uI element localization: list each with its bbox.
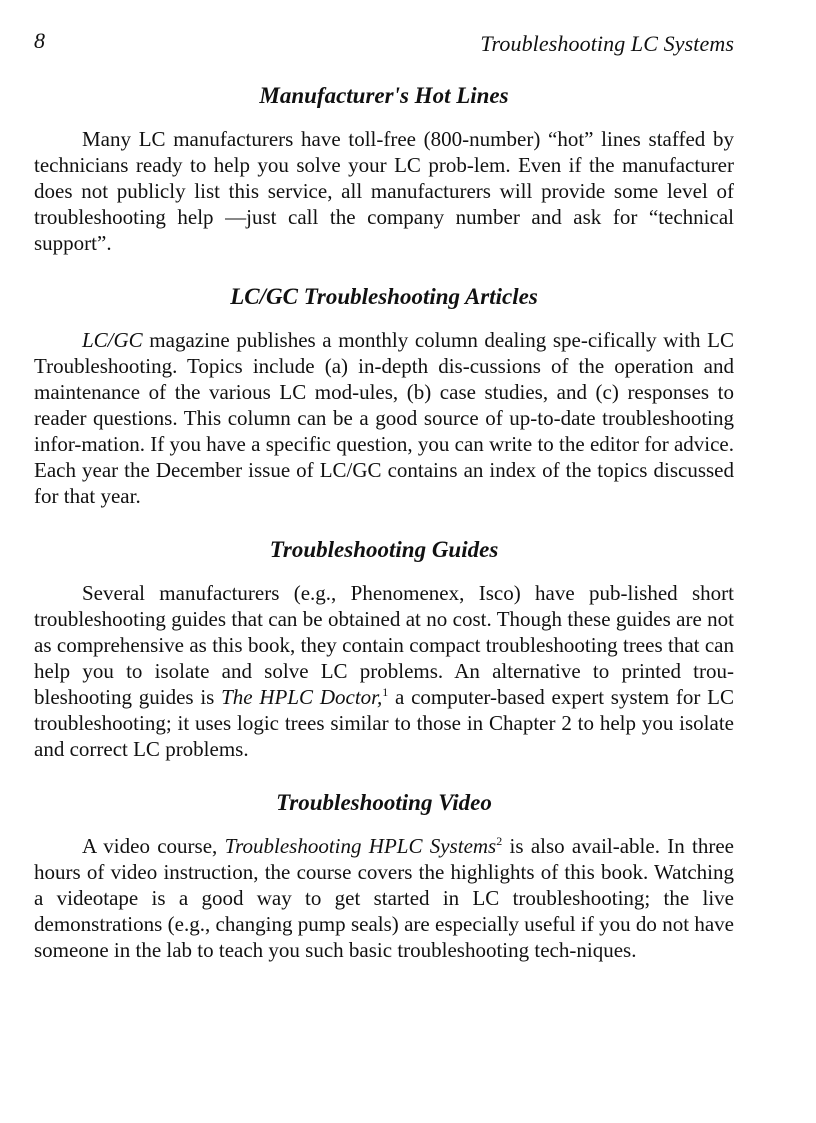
paragraph-text: magazine publishes a monthly column dealing spe-cifically with LC Troubleshooting. Topics include (a) in-depth dis-cussions of the operation and maintenance of the various LC mod-ules, (b) case studies, and (c) responses to reader questions. This column can be a good source of up-to-date troubleshooting infor-mation. If you have a specific question, you can write to the editor for advice. Each year the December issue of LC/GC contains an index of the topics discussed for that year.	[34, 328, 734, 508]
footnote-marker: 1	[382, 685, 389, 699]
section-paragraph	[34, 833, 734, 963]
section-lcgc-troubleshooting-articles	[34, 281, 734, 509]
section-heading: LC/GC Troubleshooting Articles	[230, 284, 538, 309]
video-course-title: Troubleshooting HPLC Systems	[224, 834, 497, 858]
paragraph-text: a computer-based expert system for LC troubleshooting; it uses logic trees similar to those in Chapter 2 to help you isolate and correct LC problems.	[34, 685, 734, 761]
section-heading: Troubleshooting Video	[276, 790, 492, 815]
section-troubleshooting-guides	[34, 534, 734, 762]
page-header	[34, 28, 734, 60]
section-paragraph	[34, 327, 734, 509]
main-content	[34, 80, 734, 988]
running-title: Troubleshooting LC Systems	[480, 31, 734, 56]
paragraph-text: A video course,	[82, 834, 225, 858]
section-paragraph: Many LC manufacturers have toll-free (800-number) “hot” lines staffed by technicians ready to help you solve your LC prob-lem. Even if the manufacturer does not publicly list this service, all manufacturers will provide some level of troubleshooting help —just call the company number and ask for “technical support”.	[34, 127, 734, 255]
section-heading: Manufacturer's Hot Lines	[259, 83, 509, 108]
section-paragraph	[34, 580, 734, 762]
section-manufacturers-hot-lines	[34, 80, 734, 256]
page-number: 8	[34, 28, 45, 53]
software-title: The HPLC Doctor,	[221, 685, 383, 709]
magazine-title: LC/GC	[82, 328, 143, 352]
section-troubleshooting-video	[34, 787, 734, 963]
paragraph-text: Several manufacturers (e.g., Phenomenex, Isco) have pub-lished short troubleshooting guides that can be obtained at no cost. Though these guides are not as comprehensive as this book, they contain compact troubleshooting trees that can help you to isolate and solve LC problems. An alternative to printed trou-bleshooting guides is	[34, 581, 734, 709]
paragraph-text: is also avail-able. In three hours of video instruction, the course covers the highlights of this book. Watching a videotape is a good way to get started in LC troubleshooting; the live demonstrations (e.g., changing pump seals) are especially useful if you do not have someone in the lab to teach you such basic troubleshooting tech-niques.	[34, 834, 734, 962]
footnote-marker: 2	[496, 834, 503, 848]
section-heading: Troubleshooting Guides	[269, 537, 499, 562]
